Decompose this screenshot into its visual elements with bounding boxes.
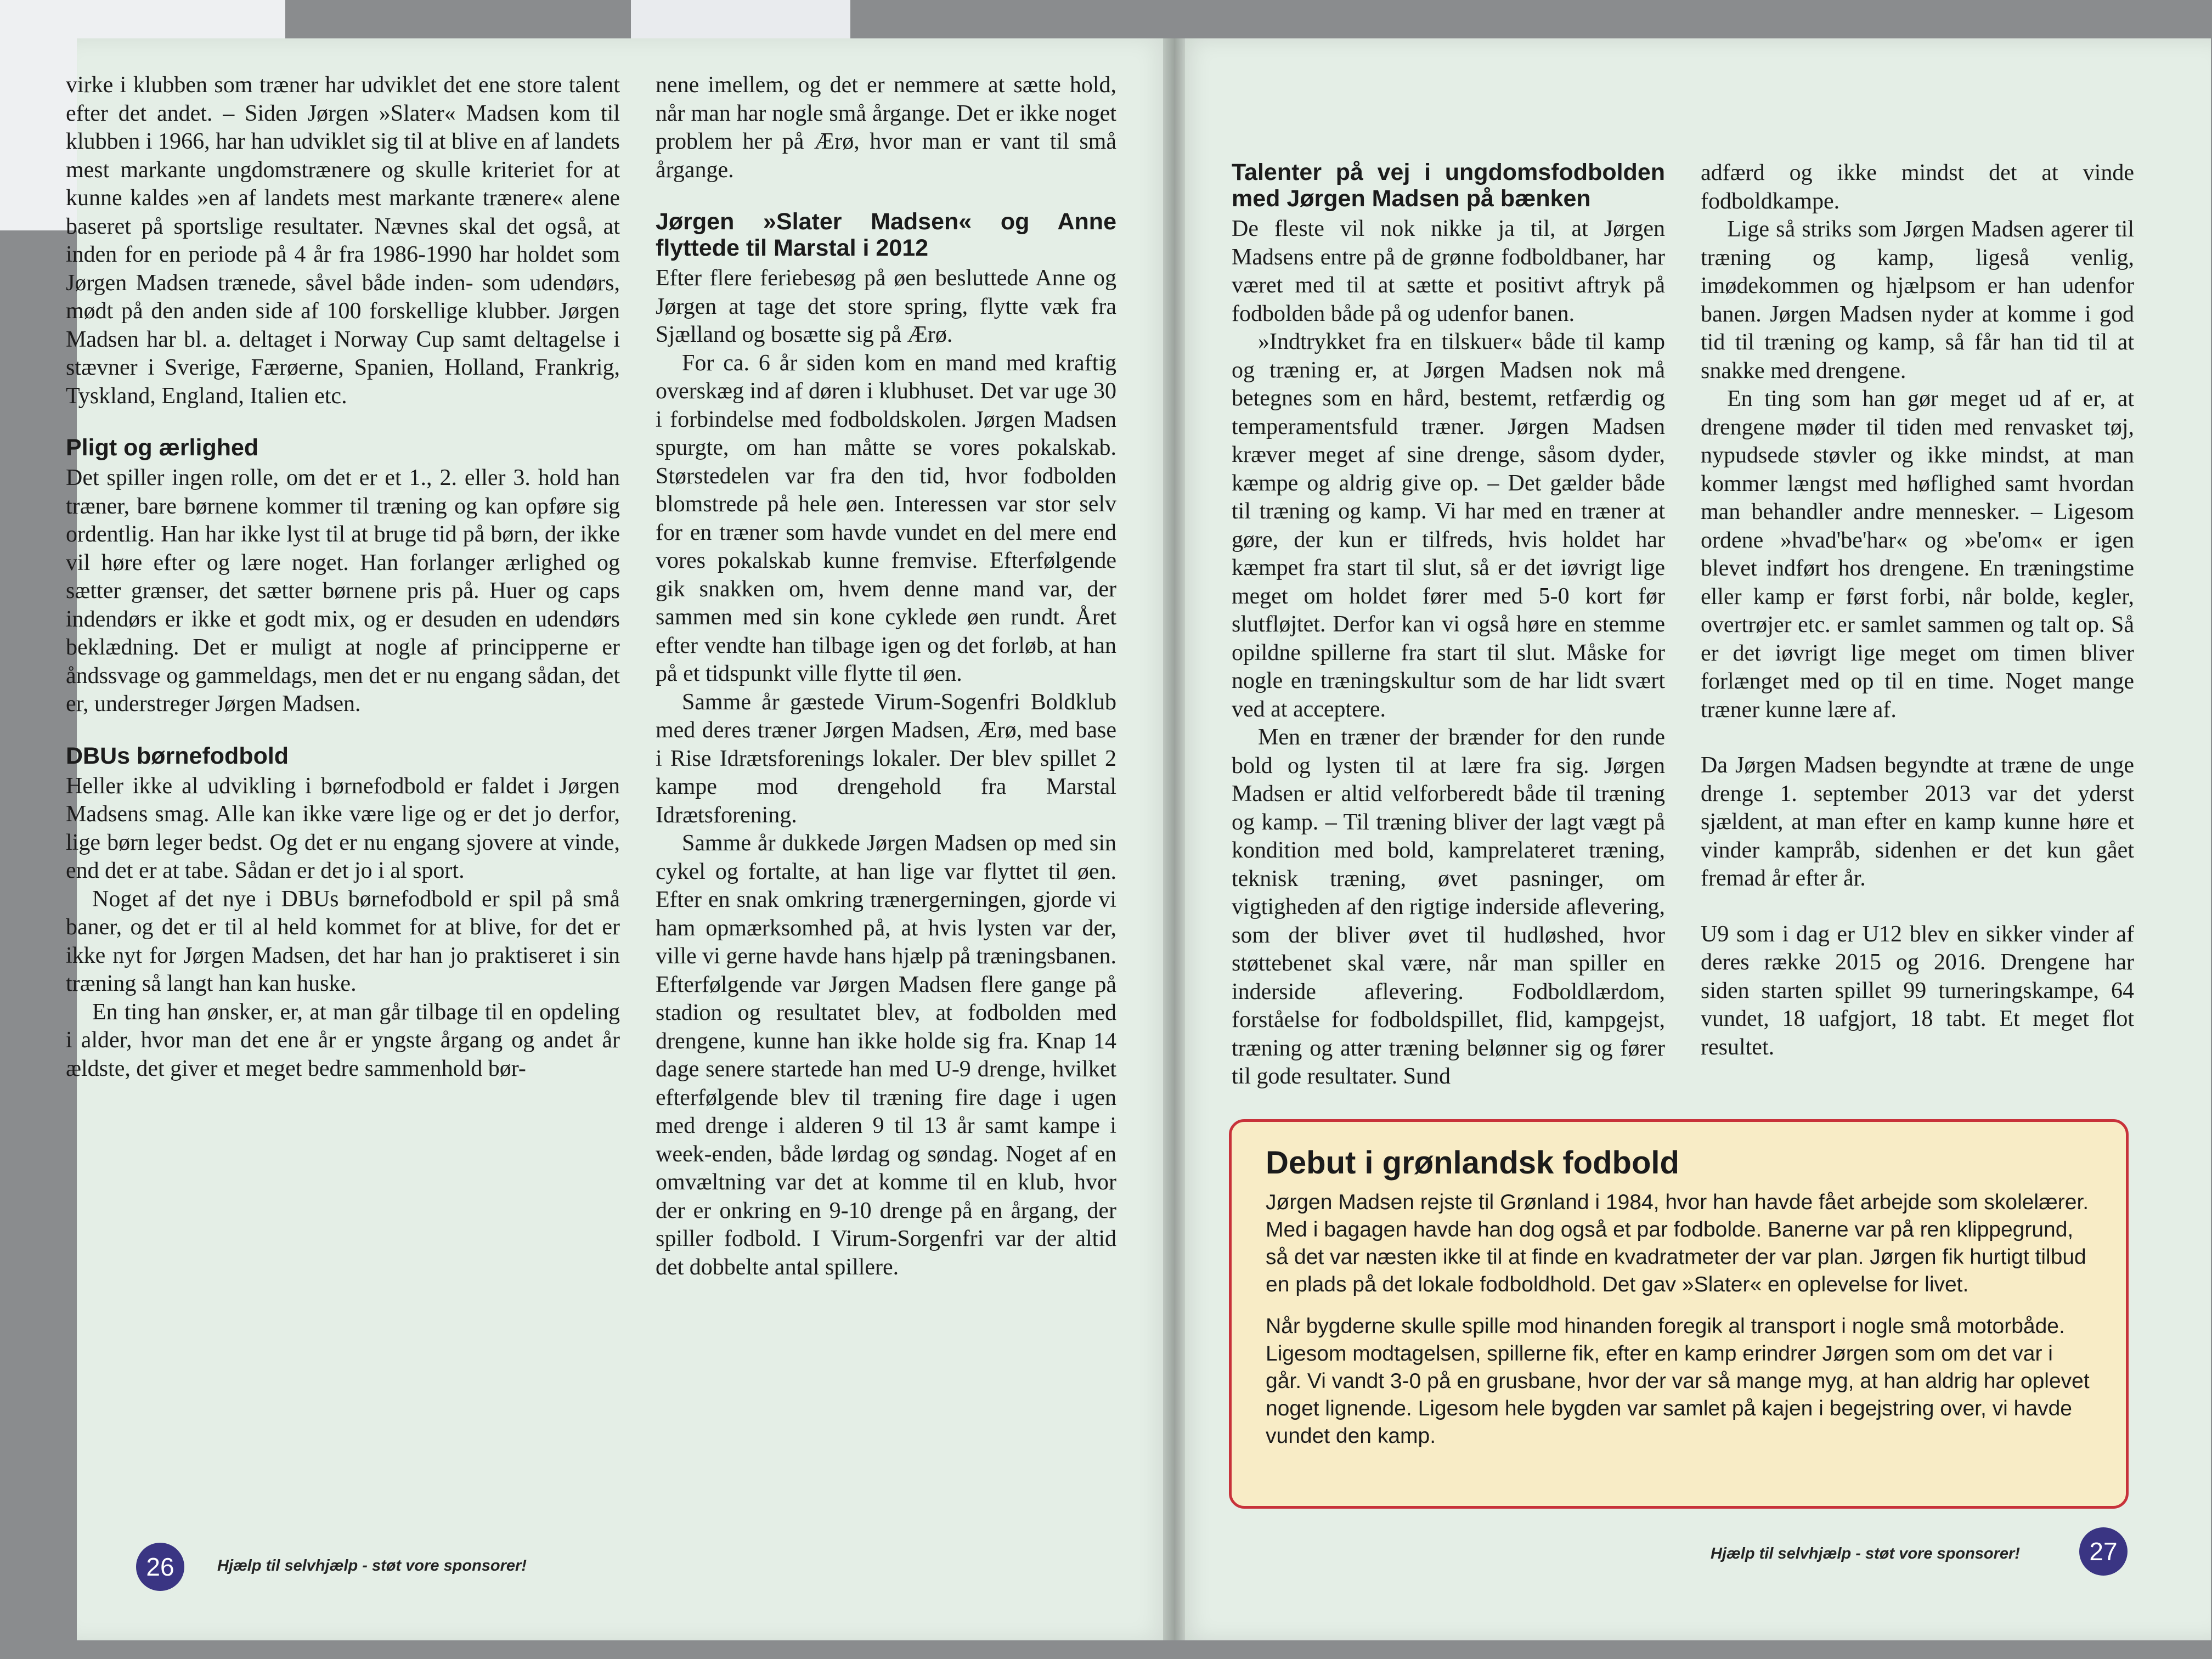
body-text: For ca. 6 år siden kom en mand med kraftig overskæg ind af døren i klubhuset. Det var uge 30 i forbindelse med fodboldskolen. Jørgen Madsen spurgte, om han måtte se vores pokalskab. Størstedelen var fra den tid, hvor fodbolden blomstrede på hele øen. Interessen var stor selv for en træner som havde vundet en del mere end vores pokalskab kunne fremvise. Efterfølgende gik snakken om, hvem denne mand var, der sammen med sin kone cyklede øen rundt. Året efter vendte han tilbage igen og det forløb, at han på et tidspunkt ville flytte til øen.	[656, 350, 1116, 686]
body-text: Heller ikke al udvikling i børnefodbold er faldet i Jørgen Madsens smag. Alle kan ikke være lige og er det jo derfor, lige børn leger bedst. Og det er nu engang sjovere at vinde, end det er at tabe. Sådan er det jo i al sport.	[66, 773, 620, 883]
section-heading: Talenter på vej i ungdomsfodbolden med Jørgen Madsen på bænken	[1232, 159, 1665, 212]
body-text: nene imellem, og det er nemmere at sætte hold, når man har nogle små årgange. Det er ikke noget problem her på Ærø, hvor man er vant til små årgange.	[656, 72, 1116, 183]
body-text: En ting han ønsker, er, at man går tilbage til en opdeling i alder, hvor man det ene år er yngste årgang og andet år ældste, det giver et meget bedre sammenhold bør-	[66, 999, 620, 1081]
body-text: Men en træner der brænder for den runde bold og lysten til at lære fra sig. Jørgen Madsen er altid velforberedt både til træning og kamp. – Til træning bliver der lagt vægt på kondition med bold, kamprelateret træning, teknisk træning, øvet pasninger, om vigtigheden af den rigtige inderside aflevering, som der bliver øvet til hudløshed, hvor støttebenet skal være, når man spiller en inderside aflevering. Fodboldlærdom, forståelse for fodboldspillet, flid, kampgejst, træning og atter træning belønner sig og fører til gode resultater. Sund	[1232, 725, 1665, 1089]
page-number-right: 27	[2079, 1527, 2128, 1576]
box-title: Debut i grønlandsk fodbold	[1266, 1145, 1679, 1181]
section-heading: DBUs børnefodbold	[66, 742, 289, 769]
section-heading: Jørgen »Slater Madsen« og Anne flyttede til Marstal i 2012	[656, 208, 1116, 261]
body-text: Det spiller ingen rolle, om det er et 1., 2. eller 3. hold han træner, bare børnene kommer til træning og kan opføre sig ordentlig. Han har ikke lyst til at bruge tid på børn, der ikke vil høre efter og lære noget. Han forlanger ærlighed og sætter grænser, det sætter børnene pris på. Huer og caps indendørs er ikke et godt mix, og er desuden en udendørs beklædning. Det er muligt at nogle af principperne er åndssvage og gammeldags, men det er nu engang sådan, det er, understreger Jørgen Madsen.	[66, 465, 620, 716]
page-number-left: 26	[136, 1543, 184, 1591]
right-page-column-2	[1701, 159, 2134, 1062]
body-text: Noget af det nye i DBUs børnefodbold er spil på små baner, og det er til al held kommet for at blive, for det er ikke nyt for Jørgen Madsen, det har han jo praktiseret i sin træning så langt han kan huske.	[66, 886, 620, 996]
body-text: De fleste vil nok nikke ja til, at Jørgen Madsens entre på de grønne fodboldbaner, har været med til at sætte et positivt aftryk på fodbolden både på og udenfor banen.	[1232, 216, 1665, 326]
body-text: Samme år dukkede Jørgen Madsen op med sin cykel og fortalte, at han lige var flyttet til øen. Efter en snak omkring trænergerningen, gjorde vi ham opmærksomhed på, at hvis lysten var der, ville vi gerne havde hans hjælp på træningsbanen. Efterfølgende var Jørgen Madsen flere gange på stadion og resultatet blev, at fodbolden med drengene, kunne han ikke holde sig fra. Knap 14 dage senere startede han med U-9 drenge, hvilket efterfølgende blev til træning fire dage i ugen med drenge i alderen 9 til 13 år samt kampe i week-enden, både lørdag og søndag. Noget af en omvæltning var det at komme til en klub, hvor der er onkring en 9-10 drenge på en årgang, der spiller fodbold. I Virum-Sorgenfri var der altid det dobbelte antal spillere.	[656, 831, 1116, 1280]
box-text: Når bygderne skulle spille mod hinanden foregik al transport i nogle små motorbåde. Ligesom modtagelsen, spillerne fik, efter en kamp erindrer Jørgen som om det var i går. Vi vandt 3-0 på en grusbane, hvor der var så mange myg, at han aldrig har oplevet noget lignende. Ligesom hele bygden var samlet på kajen i begejstring over, vi havde vundet den kamp.	[1266, 1314, 2090, 1448]
right-page-column-1	[1232, 159, 1665, 1091]
book-spine	[1163, 38, 1185, 1640]
body-text: U9 som i dag er U12 blev en sikker vinder af deres række 2015 og 2016. Drengene har siden starten spillet 99 turneringskampe, 64 vundet, 18 uafgjort, 18 tabt. Et meget flot resultet.	[1701, 921, 2134, 1060]
sidebar-box-greenland	[1229, 1119, 2129, 1509]
body-text: virke i klubben som træner har udviklet det ene store talent efter det andet. – Siden Jørgen »Slater« Madsen kom til klubben i 1966, har han udviklet sig til at blive en af landets mest markante ungdomstrænere og skulle kriteriet for at kunne kaldes »en af landets mest markante trænere« alene baseret på sportslige resultater. Nævnes skal det også, at inden for en periode på 4 år fra 1986-1990 har holdet som Jørgen Madsen trænede, såvel både inden- som udendørs, mødt på den anden side af 100 forskellige klubber. Jørgen Madsen har bl. a. deltaget i Norway Cup samt deltagelse i stævner i Sverige, Færøerne, Spanien, Holland, Frankrig, Tyskland, England, Italien etc.	[66, 72, 620, 409]
body-text: Da Jørgen Madsen begyndte at træne de unge drenge 1. september 2013 var det yderst sjældent, at man efter en kamp kunne høre et vinder kampråb, sidenhen er det kun gået fremad år efter år.	[1701, 753, 2134, 891]
footer-slogan-right: Hjælp til selvhjælp - støt vore sponsorer!	[1711, 1545, 2020, 1562]
section-heading: Pligt og ærlighed	[66, 435, 259, 461]
box-text: Jørgen Madsen rejste til Grønland i 1984, hvor han havde fået arbejde som skolelærer. Med i bagagen havde han dog også et par fodbolde. Banerne var på ren klippegrund, så det var næsten ikke til at finde en kvadratmeter der var plan. Jørgen fik hurtigt tilbud en plads på det lokale fodboldhold. Det gav »Slater« en oplevelse for livet.	[1266, 1190, 2089, 1296]
footer-slogan-left: Hjælp til selvhjælp - støt vore sponsorer!	[217, 1557, 527, 1575]
body-text: Samme år gæstede Virum-Sogenfri Boldklub med deres træner Jørgen Madsen, Ærø, med base i Rise Idrætsforenings lokaler. Der blev spillet 2 kampe mod drengehold fra Marstal Idrætsforening.	[656, 689, 1116, 828]
body-text: »Indtrykket fra en tilskuer« både til kamp og træning er, at Jørgen Madsen nok må betegnes som en hård, bestemt, retfærdig og temperamentsfuld træner. Jørgen Madsen kræver meget af sine drenge, såsom dyder, kæmpe og aldrig give op. – Det gælder både til træning og kamp. Vi har med en træner at gøre, der kun er tilfreds, hvis holdet har kæmpet fra start til slut, så er det iøvrigt lige meget om holdet fører med 5-0 kort før slutfløjtet. Derfor kan vi også høre en stemme opildne spillerne fra start til slut. Måske for nogle en træningskultur som de har lidt svært ved at acceptere.	[1232, 329, 1665, 722]
body-text: adfærd og ikke mindst det at vinde fodboldkampe.	[1701, 160, 2134, 214]
left-page-column-2	[656, 71, 1116, 1282]
body-text: Lige så striks som Jørgen Madsen agerer til træning og kamp, ligeså venlig, imødekommen og hjælpsom er han udenfor banen. Jørgen Madsen nyder at komme i god tid til træning og kamp, så får han tid til at snakke med drengene.	[1701, 217, 2134, 383]
body-text: Efter flere feriebesøg på øen besluttede Anne og Jørgen at tage det store spring, flytte væk fra Sjælland og bosætte sig på Ærø.	[656, 266, 1116, 347]
left-page-column-1	[66, 71, 620, 1083]
body-text: En ting som han gør meget ud af er, at drengene møder til tiden med renvasket tøj, nypudsede støvler og ikke mindst, at man kommer længst med høflighed samt hvordan man behandler andre mennesker. – Ligesom ordene »hvad'be'har« og »be'om« er igen blevet indført hos drengene. En træningstime eller kamp er først forbi, når bolde, kegler, overtrøjer etc. er samlet sammen og talt op. Så er det iøvrigt lige meget om timen bliver forlænget med op til en time. Noget mange træner kunne lære af.	[1701, 386, 2134, 723]
